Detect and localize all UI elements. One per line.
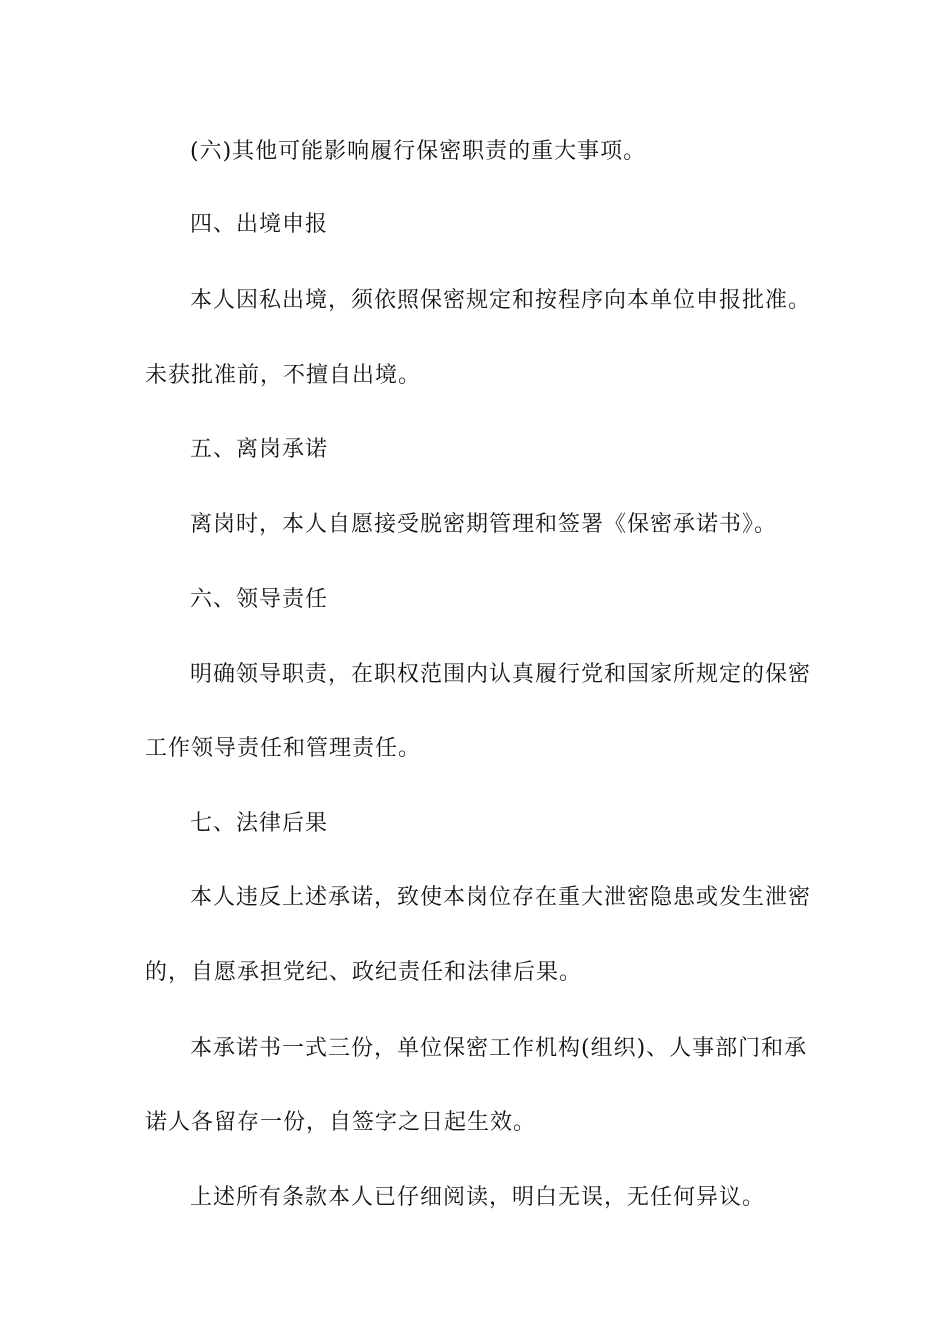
section-heading-exit-declaration: 四、出境申报 [190, 212, 329, 237]
paragraph-line: 本人违反上述承诺，致使本岗位存在重大泄密隐患或发生泄密 [190, 885, 812, 910]
section-heading-leaving-post: 五、离岗承诺 [190, 437, 329, 462]
paragraph-line: 离岗时，本人自愿接受脱密期管理和签署《保密承诺书》。 [190, 512, 778, 537]
section-heading-leadership: 六、领导责任 [190, 587, 329, 612]
paragraph-line: 的，自愿承担党纪、政纪责任和法律后果。 [145, 960, 583, 985]
paragraph-line: 本人因私出境，须依照保密规定和按程序向本单位申报批准。 [190, 288, 812, 313]
paragraph-line: 诺人各留存一份，自签字之日起生效。 [145, 1110, 537, 1135]
paragraph-line: 本承诺书一式三份，单位保密工作机构(组织)、人事部门和承 [190, 1036, 808, 1061]
paragraph-line: 上述所有条款本人已仔细阅读，明白无误，无任何异议。 [190, 1185, 766, 1210]
clause-item-6: (六)其他可能影响履行保密职责的重大事项。 [190, 139, 647, 164]
paragraph-line: 未获批准前，不擅自出境。 [145, 363, 422, 388]
paragraph-line: 明确领导职责，在职权范围内认真履行党和国家所规定的保密 [190, 662, 812, 687]
paragraph-line: 工作领导责任和管理责任。 [145, 736, 422, 761]
section-heading-legal-consequences: 七、法律后果 [190, 811, 329, 836]
